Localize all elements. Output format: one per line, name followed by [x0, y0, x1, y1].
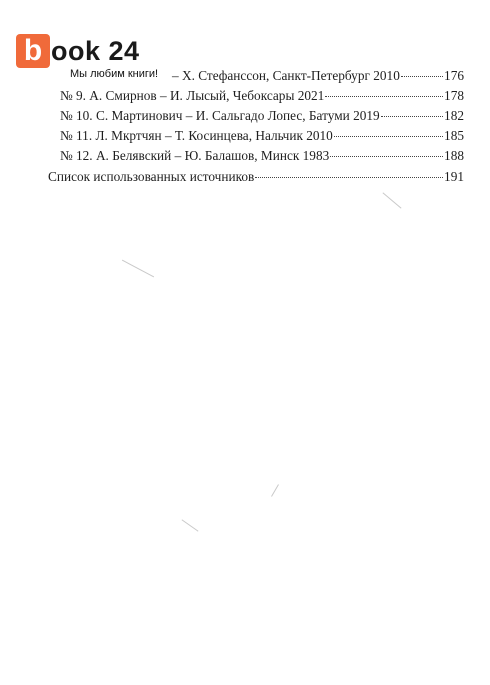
- toc-leader-dots: [334, 126, 443, 137]
- scan-scratch-mark: [271, 484, 279, 497]
- toc-entry-title: № 9. А. Смирнов – И. Лысый, Чебоксары 2021: [60, 88, 325, 103]
- toc-entry-page: 178: [444, 88, 464, 103]
- table-of-contents-main: [48, 167, 464, 187]
- table-of-contents: [48, 66, 464, 166]
- scan-scratch-mark: [122, 260, 154, 278]
- toc-entry: [48, 146, 464, 166]
- toc-entry: [48, 86, 464, 106]
- toc-entry-page: 191: [444, 169, 464, 184]
- toc-entry-page: 185: [444, 128, 464, 143]
- toc-leader-dots: [325, 86, 443, 97]
- toc-entry: [48, 126, 464, 146]
- toc-entry-title: – Х. Стефанссон, Санкт-Петербург 2010: [172, 68, 400, 83]
- toc-leader-dots: [401, 66, 443, 77]
- toc-leader-dots: [330, 146, 443, 157]
- logo-wordmark: ook 24: [51, 35, 140, 66]
- toc-entry-title: № 11. Л. Мкртчян – Т. Косинцева, Нальчик 2010: [60, 128, 333, 143]
- scan-scratch-mark: [182, 519, 199, 531]
- scan-scratch-mark: [382, 192, 401, 208]
- toc-entry-page: 188: [444, 148, 464, 163]
- toc-leader-dots: [381, 106, 443, 117]
- toc-entry-title: № 10. С. Мартинович – И. Сальгадо Лопес, Батуми 2019: [60, 108, 380, 123]
- toc-entry: [48, 167, 464, 187]
- logo-letter-badge: b: [16, 34, 50, 68]
- toc-entry-title: № 12. А. Белявский – Ю. Балашов, Минск 1983: [60, 148, 330, 163]
- book24-logo: [16, 34, 140, 68]
- toc-entry-page: 182: [444, 108, 464, 123]
- toc-entry-title: Список использованных источников: [48, 169, 255, 184]
- logo-tagline: Мы любим книги!: [70, 68, 159, 80]
- toc-entry-page: 176: [444, 68, 464, 83]
- toc-entry: [48, 106, 464, 126]
- toc-leader-dots: [255, 167, 443, 178]
